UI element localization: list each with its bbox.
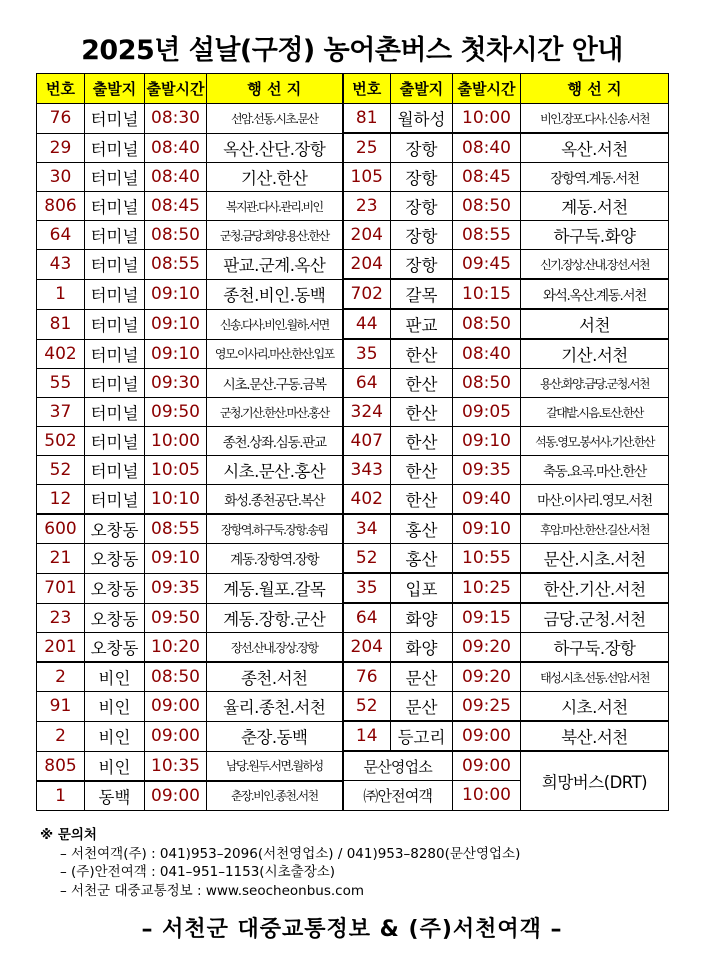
route-number: 52 bbox=[37, 456, 85, 485]
table-row bbox=[37, 751, 669, 781]
destination-route: 계동.장항.군산 bbox=[207, 603, 343, 633]
destination-route: 시초.문산.구동.금복 bbox=[207, 369, 343, 398]
departure-time: 09:10 bbox=[453, 514, 521, 544]
departure-time: 08:50 bbox=[453, 369, 521, 398]
destination-route: 신송.다사.비인.월하.서면 bbox=[207, 309, 343, 339]
destination-route: 종천.상좌.심동.판교 bbox=[207, 427, 343, 456]
destination-route: 용산.화양.금당.군청.서천 bbox=[521, 369, 669, 398]
origin: 터미널 bbox=[85, 339, 145, 369]
destination-route: 복지관.다사.관리.비인 bbox=[207, 192, 343, 221]
destination-route: 옥산.산단.장항 bbox=[207, 133, 343, 163]
route-number: 12 bbox=[37, 485, 85, 515]
departure-time: 09:40 bbox=[453, 485, 521, 515]
destination-route: 춘장.비인.종천.서천 bbox=[207, 781, 343, 811]
header-origin: 출발지 bbox=[391, 74, 453, 104]
table-row bbox=[37, 279, 669, 309]
route-number: 701 bbox=[37, 573, 85, 603]
origin: 홍산 bbox=[391, 544, 453, 574]
table-row bbox=[37, 339, 669, 369]
departure-time: 08:50 bbox=[145, 221, 207, 250]
departure-time: 10:00 bbox=[145, 427, 207, 456]
departure-time: 10:10 bbox=[145, 485, 207, 515]
header-time: 출발시간 bbox=[145, 74, 207, 104]
origin: 터미널 bbox=[85, 485, 145, 515]
origin: 갈목 bbox=[391, 279, 453, 309]
route-number: 76 bbox=[37, 104, 85, 134]
destination-route: 기산.서천 bbox=[521, 339, 669, 369]
origin: 한산 bbox=[391, 456, 453, 485]
contact-info bbox=[40, 826, 520, 900]
route-number: 64 bbox=[343, 369, 391, 398]
timetable bbox=[36, 73, 669, 811]
destination-route: 후암.마산.한산.길산.서천 bbox=[521, 514, 669, 544]
contact-heading: ※ 문의처 bbox=[40, 827, 97, 843]
route-number: 44 bbox=[343, 309, 391, 339]
table-row bbox=[37, 427, 669, 456]
route-number: 37 bbox=[37, 398, 85, 427]
footer-banner: – 서천군 대중교통정보 & (주)서천여객 – bbox=[141, 917, 563, 942]
origin: 터미널 bbox=[85, 163, 145, 192]
origin: 비인 bbox=[85, 721, 145, 751]
table-row bbox=[37, 133, 669, 163]
table-row bbox=[37, 104, 669, 134]
header-time: 출발시간 bbox=[453, 74, 521, 104]
origin: 장항 bbox=[391, 192, 453, 221]
departure-time: 09:20 bbox=[453, 633, 521, 663]
origin: 한산 bbox=[391, 339, 453, 369]
origin: 터미널 bbox=[85, 456, 145, 485]
route-number: 806 bbox=[37, 192, 85, 221]
origin: 오창동 bbox=[85, 544, 145, 574]
departure-time: 09:00 bbox=[145, 781, 207, 811]
destination-route: 장항역.하구둑.장항.송림 bbox=[207, 514, 343, 544]
route-number: 81 bbox=[37, 309, 85, 339]
destination-route: 갈대밭.시음.토산.한산 bbox=[521, 398, 669, 427]
destination-route: 태성.시초.선동.선암.서천 bbox=[521, 662, 669, 692]
route-number: 14 bbox=[343, 721, 391, 751]
origin: 터미널 bbox=[85, 133, 145, 163]
departure-time: 09:25 bbox=[453, 692, 521, 722]
departure-time: 08:40 bbox=[453, 339, 521, 369]
header-row bbox=[37, 74, 669, 104]
origin: 입포 bbox=[391, 573, 453, 603]
destination-route: 서천 bbox=[521, 309, 669, 339]
route-number: 34 bbox=[343, 514, 391, 544]
route-number: 52 bbox=[343, 692, 391, 722]
destination-route: 선암.선동.시초.문산 bbox=[207, 104, 343, 134]
destination-route: 남당.원두.서면.월하성 bbox=[207, 751, 343, 781]
table-row bbox=[37, 662, 669, 692]
origin: 홍산 bbox=[391, 514, 453, 544]
origin: 한산 bbox=[391, 369, 453, 398]
departure-time: 09:35 bbox=[453, 456, 521, 485]
table-row bbox=[37, 633, 669, 663]
departure-time: 09:10 bbox=[453, 427, 521, 456]
route-number: 64 bbox=[37, 221, 85, 250]
route-number: 76 bbox=[343, 662, 391, 692]
departure-time: 09:10 bbox=[145, 544, 207, 574]
destination-route: 종천.서천 bbox=[207, 662, 343, 692]
departure-time: 08:55 bbox=[145, 514, 207, 544]
origin: 터미널 bbox=[85, 369, 145, 398]
destination-route: 판교.군계.옥산 bbox=[207, 250, 343, 280]
route-number: 30 bbox=[37, 163, 85, 192]
destination-route: 장선.산내.장상.장항 bbox=[207, 633, 343, 663]
departure-time: 08:45 bbox=[453, 163, 521, 192]
origin: 등고리 bbox=[391, 721, 453, 751]
departure-time: 10:05 bbox=[145, 456, 207, 485]
origin: 터미널 bbox=[85, 192, 145, 221]
departure-time: 10:55 bbox=[453, 544, 521, 574]
origin: 오창동 bbox=[85, 514, 145, 544]
departure-time: 08:55 bbox=[453, 221, 521, 250]
header-number: 번호 bbox=[37, 74, 85, 104]
route-number: 805 bbox=[37, 751, 85, 781]
route-number: 21 bbox=[37, 544, 85, 574]
origin: 한산 bbox=[391, 427, 453, 456]
destination-route: 계동.서천 bbox=[521, 192, 669, 221]
table-row bbox=[37, 544, 669, 574]
destination-route: 춘장.동백 bbox=[207, 721, 343, 751]
origin: 장항 bbox=[391, 133, 453, 163]
origin: 오창동 bbox=[85, 603, 145, 633]
departure-time: 08:50 bbox=[145, 662, 207, 692]
route-number: 204 bbox=[343, 250, 391, 280]
destination-route: 한산.기산.서천 bbox=[521, 573, 669, 603]
origin: 터미널 bbox=[85, 309, 145, 339]
departure-time: 10:00 bbox=[453, 781, 521, 811]
departure-time: 08:55 bbox=[145, 250, 207, 280]
origin: 화양 bbox=[391, 603, 453, 633]
route-number: 502 bbox=[37, 427, 85, 456]
departure-time: 09:50 bbox=[145, 398, 207, 427]
departure-time: 09:00 bbox=[145, 721, 207, 751]
destination-route: 계동.장항역.장항 bbox=[207, 544, 343, 574]
origin: 오창동 bbox=[85, 573, 145, 603]
origin: 동백 bbox=[85, 781, 145, 811]
destination-route: 하구둑.화양 bbox=[521, 221, 669, 250]
destination-route: 율리.종천.서천 bbox=[207, 692, 343, 722]
route-number: 1 bbox=[37, 781, 85, 811]
departure-time: 09:50 bbox=[145, 603, 207, 633]
page-title: 2025년 설날(구정) 농어촌버스 첫차시간 안내 bbox=[81, 35, 623, 66]
origin: 터미널 bbox=[85, 398, 145, 427]
route-number: 2 bbox=[37, 662, 85, 692]
departure-time: 09:35 bbox=[145, 573, 207, 603]
drt-origin: ㈜안전여객 bbox=[343, 781, 453, 811]
table-row bbox=[37, 163, 669, 192]
destination-route: 종천.비인.동백 bbox=[207, 279, 343, 309]
route-number: 91 bbox=[37, 692, 85, 722]
departure-time: 09:30 bbox=[145, 369, 207, 398]
table-row bbox=[37, 721, 669, 751]
route-number: 702 bbox=[343, 279, 391, 309]
departure-time: 09:05 bbox=[453, 398, 521, 427]
table-row bbox=[37, 398, 669, 427]
route-number: 402 bbox=[343, 485, 391, 515]
departure-time: 09:10 bbox=[145, 309, 207, 339]
drt-route: 희망버스(DRT) bbox=[521, 751, 669, 810]
route-number: 23 bbox=[343, 192, 391, 221]
origin: 월하성 bbox=[391, 104, 453, 134]
destination-route: 화성.종천공단.복산 bbox=[207, 485, 343, 515]
destination-route: 기산.한산 bbox=[207, 163, 343, 192]
departure-time: 08:50 bbox=[453, 192, 521, 221]
origin: 비인 bbox=[85, 692, 145, 722]
origin: 판교 bbox=[391, 309, 453, 339]
destination-route: 옥산.서천 bbox=[521, 133, 669, 163]
header-route: 행 선 지 bbox=[207, 74, 343, 104]
destination-route: 군청.기산.한산.마산.홍산 bbox=[207, 398, 343, 427]
departure-time: 09:10 bbox=[145, 279, 207, 309]
departure-time: 08:45 bbox=[145, 192, 207, 221]
origin: 장항 bbox=[391, 221, 453, 250]
route-number: 600 bbox=[37, 514, 85, 544]
origin: 터미널 bbox=[85, 427, 145, 456]
destination-route: 하구둑.장항 bbox=[521, 633, 669, 663]
origin: 장항 bbox=[391, 163, 453, 192]
drt-origin: 문산영업소 bbox=[343, 751, 453, 781]
destination-route: 계동.월포.갈목 bbox=[207, 573, 343, 603]
table-row bbox=[37, 692, 669, 722]
departure-time: 08:40 bbox=[145, 163, 207, 192]
origin: 오창동 bbox=[85, 633, 145, 663]
destination-route: 문산.시초.서천 bbox=[521, 544, 669, 574]
origin: 한산 bbox=[391, 398, 453, 427]
route-number: 35 bbox=[343, 339, 391, 369]
departure-time: 08:30 bbox=[145, 104, 207, 134]
origin: 터미널 bbox=[85, 279, 145, 309]
route-number: 1 bbox=[37, 279, 85, 309]
route-number: 55 bbox=[37, 369, 85, 398]
route-number: 204 bbox=[343, 633, 391, 663]
table-row bbox=[37, 456, 669, 485]
route-number: 23 bbox=[37, 603, 85, 633]
header-origin: 출발지 bbox=[85, 74, 145, 104]
route-number: 2 bbox=[37, 721, 85, 751]
departure-time: 10:15 bbox=[453, 279, 521, 309]
destination-route: 석동.영모.봉서사.기산.한산 bbox=[521, 427, 669, 456]
origin: 장항 bbox=[391, 250, 453, 280]
destination-route: 시초.서천 bbox=[521, 692, 669, 722]
table-row bbox=[37, 485, 669, 515]
departure-time: 08:50 bbox=[453, 309, 521, 339]
origin: 비인 bbox=[85, 662, 145, 692]
route-number: 25 bbox=[343, 133, 391, 163]
departure-time: 09:00 bbox=[453, 751, 521, 781]
route-number: 105 bbox=[343, 163, 391, 192]
departure-time: 09:00 bbox=[145, 692, 207, 722]
table-row bbox=[37, 221, 669, 250]
destination-route: 마산.이사리.영모.서천 bbox=[521, 485, 669, 515]
departure-time: 09:10 bbox=[145, 339, 207, 369]
destination-route: 북산.서천 bbox=[521, 721, 669, 751]
route-number: 29 bbox=[37, 133, 85, 163]
route-number: 402 bbox=[37, 339, 85, 369]
origin: 한산 bbox=[391, 485, 453, 515]
table-row bbox=[37, 250, 669, 280]
route-number: 81 bbox=[343, 104, 391, 134]
departure-time: 08:40 bbox=[145, 133, 207, 163]
table-row bbox=[37, 192, 669, 221]
route-number: 204 bbox=[343, 221, 391, 250]
departure-time: 09:20 bbox=[453, 662, 521, 692]
departure-time: 10:35 bbox=[145, 751, 207, 781]
table-row bbox=[37, 514, 669, 544]
table-row bbox=[37, 603, 669, 633]
departure-time: 10:20 bbox=[145, 633, 207, 663]
destination-route: 시초.문산.홍산 bbox=[207, 456, 343, 485]
table-row bbox=[37, 309, 669, 339]
route-number: 43 bbox=[37, 250, 85, 280]
origin: 문산 bbox=[391, 662, 453, 692]
destination-route: 금당.군청.서천 bbox=[521, 603, 669, 633]
origin: 터미널 bbox=[85, 104, 145, 134]
destination-route: 축동.요곡.마산.한산 bbox=[521, 456, 669, 485]
route-number: 343 bbox=[343, 456, 391, 485]
departure-time: 10:00 bbox=[453, 104, 521, 134]
destination-route: 비인.장포.다사.신송.서천 bbox=[521, 104, 669, 134]
origin: 터미널 bbox=[85, 221, 145, 250]
contact-line: – 서천군 대중교통정보 : www.seocheonbus.com bbox=[60, 882, 364, 899]
route-number: 52 bbox=[343, 544, 391, 574]
origin: 문산 bbox=[391, 692, 453, 722]
route-number: 201 bbox=[37, 633, 85, 663]
departure-time: 10:25 bbox=[453, 573, 521, 603]
contact-line: – 서천여객(주) : 041)953–2096(서천영업소) / 041)953–8280(문산영업소) bbox=[60, 845, 521, 862]
destination-route: 군청.금당.화양.용산.한산 bbox=[207, 221, 343, 250]
destination-route: 신기.장상.산내.장선.서천 bbox=[521, 250, 669, 280]
origin: 화양 bbox=[391, 633, 453, 663]
route-number: 324 bbox=[343, 398, 391, 427]
origin: 비인 bbox=[85, 751, 145, 781]
departure-time: 08:40 bbox=[453, 133, 521, 163]
route-number: 35 bbox=[343, 573, 391, 603]
table-row bbox=[37, 573, 669, 603]
route-number: 407 bbox=[343, 427, 391, 456]
table-row bbox=[37, 369, 669, 398]
origin: 터미널 bbox=[85, 250, 145, 280]
departure-time: 09:15 bbox=[453, 603, 521, 633]
contact-line: – (주)안전여객 : 041–951–1153(시초출장소) bbox=[60, 864, 336, 880]
destination-route: 영모.이사리.마산.한산.입포 bbox=[207, 339, 343, 369]
departure-time: 09:45 bbox=[453, 250, 521, 280]
header-number: 번호 bbox=[343, 74, 391, 104]
departure-time: 09:00 bbox=[453, 721, 521, 751]
route-number: 64 bbox=[343, 603, 391, 633]
header-route: 행 선 지 bbox=[521, 74, 669, 104]
destination-route: 와석.옥산.계동.서천 bbox=[521, 279, 669, 309]
destination-route: 장항역.계동.서천 bbox=[521, 163, 669, 192]
